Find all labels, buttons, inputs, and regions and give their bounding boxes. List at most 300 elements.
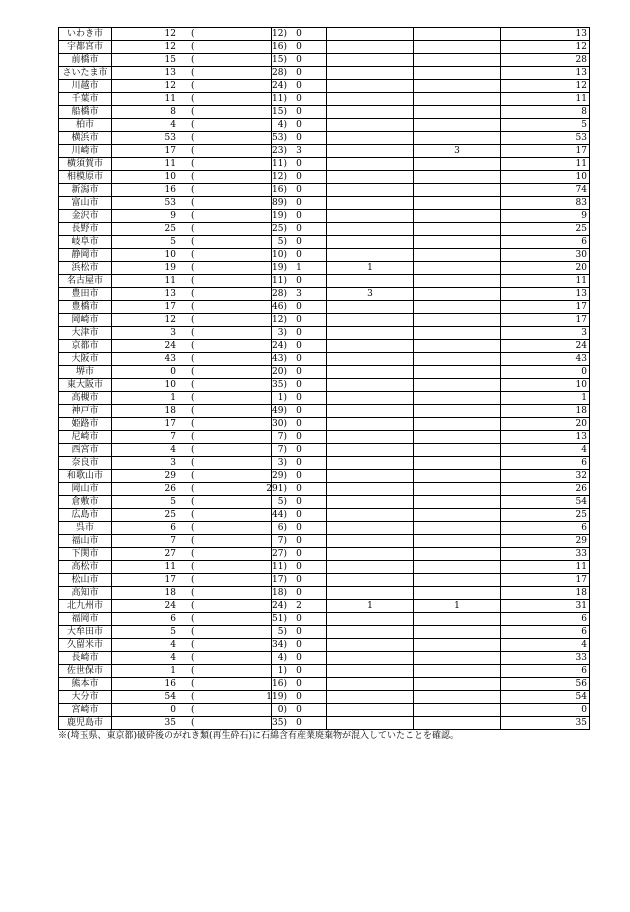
city-name-cell: 広島市 — [59, 509, 112, 522]
column4-cell — [327, 639, 414, 652]
column4-cell — [327, 327, 414, 340]
column5-cell — [414, 457, 501, 470]
count-cell — [112, 249, 287, 262]
count-cell — [112, 457, 287, 470]
city-name-cell: 福山市 — [59, 535, 112, 548]
column5-cell — [414, 249, 501, 262]
column3-cell: 0 — [272, 340, 327, 353]
column5-cell — [414, 67, 501, 80]
count-paren-value: 11) — [272, 276, 287, 286]
column6-cell: 11 — [501, 275, 590, 288]
count-cell — [112, 28, 287, 41]
count-value: 4 — [170, 445, 176, 455]
column4-cell — [327, 340, 414, 353]
column3-cell: 0 — [272, 210, 327, 223]
column3-cell: 0 — [272, 678, 327, 691]
table-row — [59, 262, 590, 275]
city-name-cell: 相模原市 — [59, 171, 112, 184]
column5-cell — [414, 28, 501, 41]
column5-cell — [414, 626, 501, 639]
column4-cell — [327, 158, 414, 171]
column6-cell: 8 — [501, 106, 590, 119]
count-paren-value: 43) — [272, 354, 287, 364]
column4-cell — [327, 665, 414, 678]
table-row — [59, 626, 590, 639]
column4-cell — [327, 444, 414, 457]
column6-cell: 13 — [501, 431, 590, 444]
column3-cell: 0 — [272, 314, 327, 327]
column4-cell: 1 — [327, 600, 414, 613]
column4-cell — [327, 210, 414, 223]
count-paren-value: 5) — [277, 627, 287, 637]
city-name-cell: 堺市 — [59, 366, 112, 379]
column4-cell — [327, 457, 414, 470]
column5-cell — [414, 522, 501, 535]
table-row — [59, 587, 590, 600]
city-name-cell: 豊橋市 — [59, 301, 112, 314]
column5-cell — [414, 587, 501, 600]
city-name-cell: 下関市 — [59, 548, 112, 561]
count-value: 15 — [164, 55, 176, 65]
count-paren-value: 24) — [272, 341, 287, 351]
table-body — [59, 28, 590, 730]
column3-cell: 0 — [272, 444, 327, 457]
column4-cell — [327, 522, 414, 535]
column4-cell — [327, 275, 414, 288]
city-name-cell: 高松市 — [59, 561, 112, 574]
count-value: 12 — [164, 42, 176, 52]
table-row — [59, 652, 590, 665]
column4-cell — [327, 691, 414, 704]
table-row — [59, 392, 590, 405]
column4-cell — [327, 574, 414, 587]
count-value: 43 — [164, 354, 176, 364]
table-row — [59, 574, 590, 587]
column3-cell: 0 — [272, 574, 327, 587]
count-cell — [112, 509, 287, 522]
column5-cell — [414, 535, 501, 548]
paren-open: ( — [191, 263, 195, 273]
count-cell — [112, 639, 287, 652]
city-name-cell: 富山市 — [59, 197, 112, 210]
count-cell — [112, 197, 287, 210]
count-paren-value: 4) — [277, 653, 287, 663]
column3-cell: 0 — [272, 691, 327, 704]
column3-cell: 0 — [272, 184, 327, 197]
column3-cell: 0 — [272, 93, 327, 106]
column5-cell — [414, 509, 501, 522]
count-cell — [112, 548, 287, 561]
paren-open: ( — [191, 133, 195, 143]
count-value: 54 — [164, 692, 176, 702]
column6-cell: 4 — [501, 444, 590, 457]
city-name-cell: 姫路市 — [59, 418, 112, 431]
column4-cell — [327, 197, 414, 210]
table-row — [59, 496, 590, 509]
footnote: ※(埼玉県、東京都)破砕後のがれき類(再生砕石)に石綿含有産業廃棄物が混入していたことを確認。 — [58, 731, 460, 741]
city-name-cell: 川越市 — [59, 80, 112, 93]
city-name-cell: 佐世保市 — [59, 665, 112, 678]
city-name-cell: 東大阪市 — [59, 379, 112, 392]
count-paren-value: 0) — [277, 705, 287, 715]
count-cell — [112, 587, 287, 600]
count-cell — [112, 704, 287, 717]
count-value: 10 — [164, 172, 176, 182]
count-value: 25 — [164, 510, 176, 520]
count-paren-value: 7) — [277, 445, 287, 455]
column3-cell: 1 — [272, 262, 327, 275]
paren-open: ( — [191, 523, 195, 533]
count-value: 5 — [170, 497, 176, 507]
count-value: 7 — [170, 432, 176, 442]
city-name-cell: 大牟田市 — [59, 626, 112, 639]
table-row — [59, 613, 590, 626]
column4-cell — [327, 704, 414, 717]
city-name-cell: 大分市 — [59, 691, 112, 704]
column5-cell — [414, 54, 501, 67]
paren-open: ( — [191, 354, 195, 364]
count-cell — [112, 405, 287, 418]
count-paren-value: 53) — [272, 133, 287, 143]
table-row — [59, 535, 590, 548]
column6-cell: 6 — [501, 236, 590, 249]
column3-cell: 0 — [272, 561, 327, 574]
column6-cell: 13 — [501, 28, 590, 41]
table-row — [59, 223, 590, 236]
column3-cell: 0 — [272, 587, 327, 600]
column6-cell: 5 — [501, 119, 590, 132]
column5-cell — [414, 314, 501, 327]
column4-cell — [327, 80, 414, 93]
column5-cell — [414, 444, 501, 457]
count-paren-value: 5) — [277, 497, 287, 507]
count-cell — [112, 54, 287, 67]
column6-cell: 53 — [501, 132, 590, 145]
column6-cell: 4 — [501, 639, 590, 652]
paren-open: ( — [191, 68, 195, 78]
column3-cell: 0 — [272, 613, 327, 626]
column5-cell — [414, 574, 501, 587]
paren-open: ( — [191, 458, 195, 468]
city-name-cell: 宮崎市 — [59, 704, 112, 717]
paren-open: ( — [191, 237, 195, 247]
column6-cell: 29 — [501, 535, 590, 548]
column5-cell — [414, 132, 501, 145]
column4-cell — [327, 470, 414, 483]
column3-cell: 0 — [272, 67, 327, 80]
column3-cell: 0 — [272, 431, 327, 444]
count-paren-value: 4) — [277, 120, 287, 130]
column6-cell: 3 — [501, 327, 590, 340]
paren-open: ( — [191, 94, 195, 104]
city-name-cell: 岡崎市 — [59, 314, 112, 327]
paren-open: ( — [191, 81, 195, 91]
city-name-cell: 宇都宮市 — [59, 41, 112, 54]
column4-cell — [327, 496, 414, 509]
city-name-cell: 金沢市 — [59, 210, 112, 223]
count-value: 13 — [164, 68, 176, 78]
column6-cell: 54 — [501, 496, 590, 509]
column5-cell — [414, 93, 501, 106]
city-name-cell: いわき市 — [59, 28, 112, 41]
column6-cell: 33 — [501, 548, 590, 561]
column6-cell: 18 — [501, 587, 590, 600]
column5-cell — [414, 379, 501, 392]
city-name-cell: 川崎市 — [59, 145, 112, 158]
column6-cell: 17 — [501, 301, 590, 314]
count-value: 6 — [170, 523, 176, 533]
column4-cell — [327, 106, 414, 119]
column5-cell — [414, 340, 501, 353]
count-cell — [112, 691, 287, 704]
count-paren-value: 5) — [277, 237, 287, 247]
column5-cell — [414, 483, 501, 496]
column6-cell: 17 — [501, 314, 590, 327]
column5-cell — [414, 41, 501, 54]
count-cell — [112, 93, 287, 106]
count-paren-value: 44) — [272, 510, 287, 520]
paren-open: ( — [191, 120, 195, 130]
column6-cell: 12 — [501, 80, 590, 93]
column5-cell — [414, 652, 501, 665]
column4-cell: 1 — [327, 262, 414, 275]
paren-open: ( — [191, 419, 195, 429]
count-paren-value: 16) — [272, 42, 287, 52]
column4-cell — [327, 184, 414, 197]
count-cell — [112, 652, 287, 665]
column6-cell: 28 — [501, 54, 590, 67]
column4-cell — [327, 626, 414, 639]
column3-cell: 0 — [272, 704, 327, 717]
table-row — [59, 288, 590, 301]
paren-open: ( — [191, 380, 195, 390]
count-cell — [112, 496, 287, 509]
count-cell — [112, 275, 287, 288]
count-value: 53 — [164, 133, 176, 143]
paren-open: ( — [191, 705, 195, 715]
table-row — [59, 548, 590, 561]
count-paren-value: 12) — [272, 315, 287, 325]
column5-cell — [414, 275, 501, 288]
table-row — [59, 145, 590, 158]
column3-cell: 2 — [272, 600, 327, 613]
count-paren-value: 12) — [272, 172, 287, 182]
count-paren-value: 28) — [272, 68, 287, 78]
column4-cell — [327, 587, 414, 600]
column4-cell — [327, 392, 414, 405]
column3-cell: 3 — [272, 288, 327, 301]
paren-open: ( — [191, 432, 195, 442]
column5-cell — [414, 704, 501, 717]
count-value: 10 — [164, 380, 176, 390]
column4-cell — [327, 54, 414, 67]
column3-cell: 0 — [272, 171, 327, 184]
table-row — [59, 275, 590, 288]
count-cell — [112, 678, 287, 691]
paren-open: ( — [191, 445, 195, 455]
table-row — [59, 522, 590, 535]
column6-cell: 6 — [501, 665, 590, 678]
column5-cell — [414, 496, 501, 509]
column5-cell — [414, 548, 501, 561]
column3-cell: 0 — [272, 80, 327, 93]
column4-cell — [327, 301, 414, 314]
count-cell — [112, 431, 287, 444]
column4-cell — [327, 93, 414, 106]
count-paren-value: 18) — [272, 588, 287, 598]
count-cell — [112, 522, 287, 535]
count-cell — [112, 80, 287, 93]
count-paren-value: 30) — [272, 419, 287, 429]
column6-cell: 24 — [501, 340, 590, 353]
column3-cell: 0 — [272, 626, 327, 639]
count-value: 12 — [164, 315, 176, 325]
paren-open: ( — [191, 55, 195, 65]
column3-cell: 0 — [272, 717, 327, 730]
column3-cell: 0 — [272, 28, 327, 41]
column6-cell: 6 — [501, 626, 590, 639]
table-row — [59, 483, 590, 496]
column6-cell: 11 — [501, 158, 590, 171]
table-row — [59, 314, 590, 327]
count-cell — [112, 470, 287, 483]
column5-cell — [414, 678, 501, 691]
column5-cell — [414, 262, 501, 275]
count-paren-value: 291) — [266, 484, 287, 494]
city-name-cell: 尼崎市 — [59, 431, 112, 444]
column3-cell: 0 — [272, 236, 327, 249]
count-value: 4 — [170, 120, 176, 130]
table-row — [59, 28, 590, 41]
count-value: 26 — [164, 484, 176, 494]
count-cell — [112, 665, 287, 678]
column3-cell: 0 — [272, 483, 327, 496]
paren-open: ( — [191, 562, 195, 572]
column3-cell: 0 — [272, 106, 327, 119]
count-cell — [112, 314, 287, 327]
count-paren-value: 16) — [272, 185, 287, 195]
count-value: 7 — [170, 536, 176, 546]
count-paren-value: 35) — [272, 380, 287, 390]
paren-open: ( — [191, 692, 195, 702]
paren-open: ( — [191, 601, 195, 611]
column6-cell: 26 — [501, 483, 590, 496]
city-name-cell: 鹿児島市 — [59, 717, 112, 730]
table-row — [59, 678, 590, 691]
column6-cell: 12 — [501, 41, 590, 54]
count-value: 3 — [170, 458, 176, 468]
column6-cell: 25 — [501, 223, 590, 236]
column4-cell — [327, 678, 414, 691]
count-cell — [112, 418, 287, 431]
table-row — [59, 470, 590, 483]
count-cell — [112, 561, 287, 574]
count-paren-value: 12) — [272, 29, 287, 39]
count-cell — [112, 613, 287, 626]
paren-open: ( — [191, 159, 195, 169]
column6-cell: 32 — [501, 470, 590, 483]
count-value: 18 — [164, 588, 176, 598]
count-paren-value: 46) — [272, 302, 287, 312]
city-name-cell: 奈良市 — [59, 457, 112, 470]
table-row — [59, 301, 590, 314]
count-value: 11 — [164, 94, 176, 104]
paren-open: ( — [191, 393, 195, 403]
column3-cell: 0 — [272, 418, 327, 431]
column6-cell: 31 — [501, 600, 590, 613]
column5-cell — [414, 691, 501, 704]
count-paren-value: 7) — [277, 536, 287, 546]
count-paren-value: 24) — [272, 601, 287, 611]
table-row — [59, 171, 590, 184]
count-paren-value: 29) — [272, 471, 287, 481]
city-name-cell: 柏市 — [59, 119, 112, 132]
count-cell — [112, 392, 287, 405]
column5-cell — [414, 639, 501, 652]
table-row — [59, 210, 590, 223]
column5-cell — [414, 301, 501, 314]
count-paren-value: 1) — [277, 393, 287, 403]
count-value: 11 — [164, 159, 176, 169]
paren-open: ( — [191, 172, 195, 182]
paren-open: ( — [191, 497, 195, 507]
column5-cell — [414, 119, 501, 132]
city-name-cell: 長崎市 — [59, 652, 112, 665]
count-paren-value: 11) — [272, 562, 287, 572]
column6-cell: 33 — [501, 652, 590, 665]
paren-open: ( — [191, 107, 195, 117]
column4-cell — [327, 314, 414, 327]
paren-open: ( — [191, 341, 195, 351]
count-cell — [112, 353, 287, 366]
paren-open: ( — [191, 315, 195, 325]
column5-cell — [414, 197, 501, 210]
count-paren-value: 19) — [272, 211, 287, 221]
column5-cell — [414, 236, 501, 249]
paren-open: ( — [191, 185, 195, 195]
paren-open: ( — [191, 653, 195, 663]
column6-cell: 43 — [501, 353, 590, 366]
count-cell — [112, 301, 287, 314]
count-paren-value: 17) — [272, 575, 287, 585]
column5-cell — [414, 223, 501, 236]
count-value: 12 — [164, 29, 176, 39]
table-row — [59, 704, 590, 717]
column3-cell: 0 — [272, 119, 327, 132]
count-value: 11 — [164, 562, 176, 572]
count-value: 13 — [164, 289, 176, 299]
count-value: 1 — [170, 666, 176, 676]
paren-open: ( — [191, 679, 195, 689]
paren-open: ( — [191, 718, 195, 728]
column5-cell — [414, 665, 501, 678]
count-cell — [112, 626, 287, 639]
count-value: 12 — [164, 81, 176, 91]
column6-cell: 20 — [501, 418, 590, 431]
count-paren-value: 28) — [272, 289, 287, 299]
count-value: 5 — [170, 237, 176, 247]
column5-cell — [414, 210, 501, 223]
table-row — [59, 197, 590, 210]
column4-cell — [327, 379, 414, 392]
column5-cell — [414, 80, 501, 93]
city-name-cell: 名古屋市 — [59, 275, 112, 288]
city-name-cell: 岡山市 — [59, 483, 112, 496]
city-name-cell: さいたま市 — [59, 67, 112, 80]
column6-cell: 25 — [501, 509, 590, 522]
table-row — [59, 509, 590, 522]
column3-cell: 0 — [272, 522, 327, 535]
